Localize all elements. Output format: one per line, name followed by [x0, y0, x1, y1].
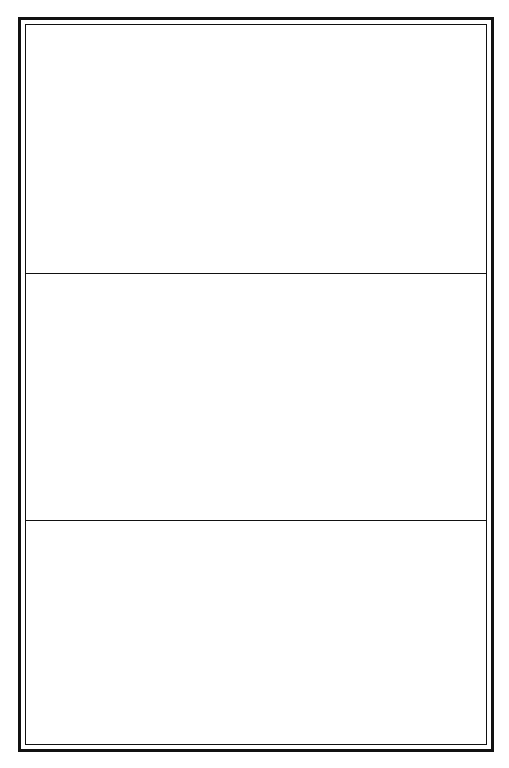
panel-top: [32, 25, 480, 273]
page-inner-border: [25, 24, 487, 745]
page-frame: [18, 17, 494, 752]
panel-bottom: [32, 521, 480, 750]
panel-middle: [32, 274, 480, 520]
